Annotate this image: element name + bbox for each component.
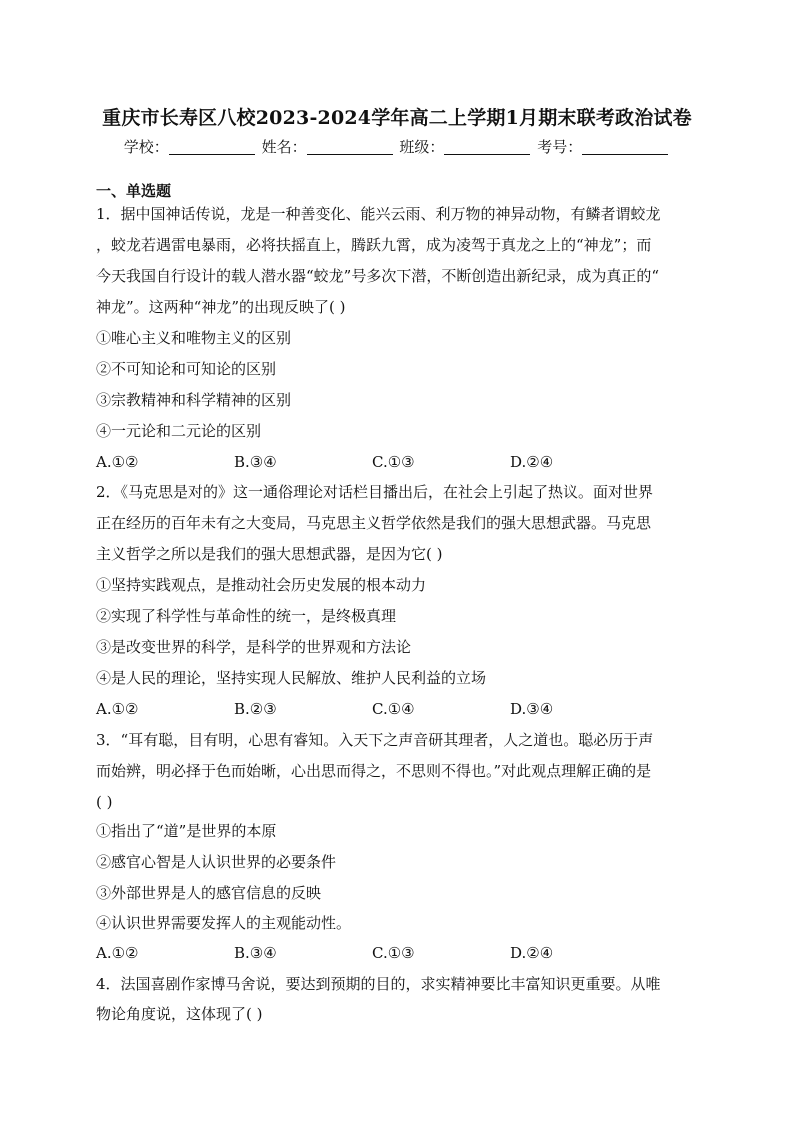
q1-line-2: ，蛟龙若遇雷电暴雨，必将扶摇直上，腾跃九霄，成为凌驾于真龙之上的“神龙”；而 — [96, 236, 652, 254]
q2-option-a[interactable]: A.①② — [96, 700, 139, 718]
q1-option-c[interactable]: C.①③ — [372, 453, 415, 471]
q3-item-2: ②感官心智是人认识世界的必要条件 — [96, 853, 337, 871]
q3-option-c[interactable]: C.①③ — [372, 944, 415, 962]
q1-item-4: ④一元论和二元论的区别 — [96, 422, 262, 440]
page-title: 重庆市长寿区八校2023-2024学年高二上学期1月期末联考政治试卷 — [102, 107, 692, 129]
q2-line-3: 主义哲学之所以是我们的强大思想武器，是因为它( ) — [96, 545, 443, 563]
school-label: 学校： — [123, 138, 169, 156]
q3-item-4: ④认识世界需要发挥人的主观能动性。 — [96, 914, 352, 932]
q2-option-d[interactable]: D.③④ — [510, 700, 554, 718]
q4-line-2: 物论角度说，这体现了( ) — [96, 1005, 263, 1023]
q3-line-2: 而始辨，明必择于色而始晰，心出思而得之，不思则不得也。”对此观点理解正确的是 — [96, 762, 652, 780]
exam-no-blank[interactable] — [582, 140, 668, 155]
q2-line-2: 正在经历的百年未有之大变局，马克思主义哲学依然是我们的强大思想武器。马克思 — [96, 514, 652, 532]
q1-line-1: 1．据中国神话传说，龙是一种善变化、能兴云雨、利万物的神异动物，有鳞者谓蛟龙 — [96, 205, 661, 223]
q1-item-3: ③宗教精神和科学精神的区别 — [96, 391, 292, 409]
q3-option-a[interactable]: A.①② — [96, 944, 139, 962]
student-info-row — [0, 136, 794, 157]
q1-option-a[interactable]: A.①② — [96, 453, 139, 471]
q2-option-c[interactable]: C.①④ — [372, 700, 415, 718]
q1-line-3: 今天我国自行设计的载人潜水器“蛟龙”号多次下潜，不断创造出新纪录，成为真正的“ — [96, 267, 660, 285]
name-label: 姓名： — [261, 138, 307, 156]
q3-item-3: ③外部世界是人的感官信息的反映 — [96, 884, 322, 902]
exam-no-label: 考号： — [537, 138, 583, 156]
q1-item-1: ①唯心主义和唯物主义的区别 — [96, 329, 292, 347]
school-blank[interactable] — [169, 140, 255, 155]
q3-option-d[interactable]: D.②④ — [510, 944, 554, 962]
section-heading: 一、单选题 — [96, 182, 172, 200]
q2-item-1: ①坚持实践观点，是推动社会历史发展的根本动力 — [96, 576, 427, 594]
q1-item-2: ②不可知论和可知论的区别 — [96, 360, 277, 378]
q3-line-1: 3．“耳有聪，目有明，心思有睿知。入天下之声音研其理者，人之道也。聪必历于声 — [96, 731, 654, 749]
name-blank[interactable] — [307, 140, 393, 155]
q4-line-1: 4．法国喜剧作家博马舍说，要达到预期的目的，求实精神要比丰富知识更重要。从唯 — [96, 975, 661, 993]
class-blank[interactable] — [444, 140, 530, 155]
q1-option-b[interactable]: B.③④ — [234, 453, 277, 471]
q2-option-b[interactable]: B.②③ — [234, 700, 277, 718]
q2-item-3: ③是改变世界的科学，是科学的世界观和方法论 — [96, 638, 412, 656]
q1-line-4: 神龙”。这两种“神龙”的出现反映了( ) — [96, 298, 346, 316]
q3-line-3: ( ) — [96, 793, 113, 811]
q2-line-1: 2．《马克思是对的》这一通俗理论对话栏目播出后，在社会上引起了热议。面对世界 — [96, 483, 654, 501]
q1-option-d[interactable]: D.②④ — [510, 453, 554, 471]
q2-item-4: ④是人民的理论，坚持实现人民解放、维护人民利益的立场 — [96, 669, 487, 687]
q3-item-1: ①指出了“道”是世界的本原 — [96, 822, 277, 840]
q2-item-2: ②实现了科学性与革命性的统一，是终极真理 — [96, 607, 397, 625]
q3-option-b[interactable]: B.③④ — [234, 944, 277, 962]
class-label: 班级： — [399, 138, 445, 156]
